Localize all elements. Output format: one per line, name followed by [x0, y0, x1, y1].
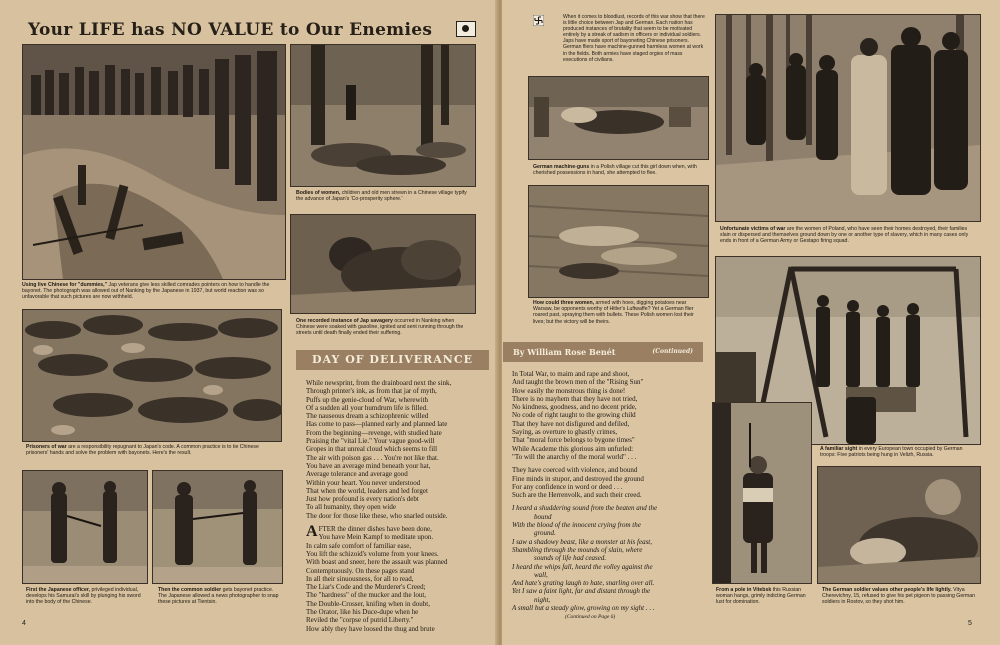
byline: By William Rose Benét — [513, 347, 616, 357]
poem-line: The air with poison gas . . . You're not like that. — [306, 453, 439, 462]
poem-line: Such are the Herrenvolk, and such their creed. — [512, 491, 642, 500]
byline-band — [503, 342, 703, 362]
poem-line: Within your heart. You never understood — [306, 478, 421, 487]
continued-note: (Continued on Page 6) — [565, 614, 616, 620]
poem-line: The Liar's Code and the Murderer's Creed; — [306, 583, 426, 592]
caption-bayonet-practice: Using live Chinese for "dummies," Jap veterans give less skilled comrades pointers on how to handle the bayonet. The photograph was allowed out of Nanking by the Japanese in 1937, but world reaction was so unfavorable that such pictures are now withheld. — [22, 282, 270, 301]
poem-line: The "hardness" of the mucker and the lout, — [306, 591, 427, 600]
photo-officer-sword — [22, 470, 148, 584]
poem-line: Puffs up the genie-cloud of War, wherewith — [306, 395, 428, 404]
photo-woman-vitebsk — [712, 402, 812, 584]
poem-heading: DAY OF DELIVERANCE — [296, 350, 489, 370]
poem-line: While Academe this glorious aim unfurled: — [512, 444, 634, 453]
caption-women-field: How could three women, armed with hoes, digging potatoes near Warsaw, be opponents worthy of Hitler's Luftwaffe? Yet a German flier roared past, spraying them with bullets. These Polish women lost their lives; but the victory will be theirs. — [533, 300, 694, 325]
poem-line: A small but a steady glow, growing on my sight . . . — [512, 604, 655, 613]
caption-prisoners-of-war: Prisoners of war are a responsibility repugnant to Japan's code. A common practice is to tie Chinese prisoners' hands and solve the problem with bayonets. Here's the result. — [26, 444, 259, 457]
caption-woman-vitebsk: From a pole in Vitebsk this Russian woman hangs, grimly indicting German lust for domination. — [716, 587, 806, 606]
poem-line: No kindness, goodness, and no decent pride, — [512, 403, 637, 412]
left-page — [0, 0, 497, 645]
caption-officer-sword: First the Japanese officer, privileged individual, develops his Samurai's skill by plunging his sword into the body of the Chinese. — [26, 587, 141, 606]
poem-line: I saw a shadowy beast, like a monster at his feast, — [512, 537, 652, 546]
poem-line: Shambling through the mounds of slain, where — [512, 545, 643, 554]
poem-stanza-4 — [512, 466, 708, 499]
photo-machinegun-victim — [528, 76, 709, 160]
poem-line: Reviled the "corpse of putrid Liberty." — [306, 616, 414, 625]
caption-bodies-village: Bodies of women, children and old men strewn in a Chinese village typify the advance of Japan's 'Co-prosperity sphere.' — [296, 190, 467, 203]
photo-soldier-bayonet — [152, 470, 283, 584]
poem-line: In all their sinuousness, for all to read, — [306, 574, 414, 583]
poem-line: You have Mein Kampf to meditate upon. — [318, 533, 434, 542]
poem-line: There is no mayhem that they have not tried, — [512, 394, 638, 403]
poem-line: Through printer's ink, as from that jar of myth, — [306, 387, 437, 396]
poem-line: And taught the brown men of the "Rising Sun" — [512, 378, 644, 387]
page-number-right: 5 — [968, 620, 972, 627]
poem-line: With the blood of the innocent crying from the — [512, 521, 641, 530]
poem-line: Average tolerance and average good — [306, 470, 408, 479]
poem-line: In calm safe comfort of familiar ease, — [306, 541, 412, 550]
poem-line: For any confidence in word or deed . . . — [512, 482, 623, 491]
byline-note: (Continued) — [652, 348, 693, 355]
poem-dropcap-line: AFTER the dinner dishes have been done, — [306, 523, 432, 541]
poem-line: That when the world, leaders and led forget — [306, 486, 428, 495]
poem-line: "To will the anarchy of the moral world" . . . — [512, 452, 637, 461]
poem-line: And hate's grating laugh to hate, snarling over all. — [512, 579, 655, 588]
poem-line: bound — [534, 512, 552, 521]
caption-burned-victim: One recorded instance of Jap savagery occurred in Nanking when Chinese were soaked with gasoline, ignited and sent running through the streets until death finally ended their suffering. — [296, 318, 464, 337]
poem-line: You have an average mind beneath your hat, — [306, 461, 431, 470]
poem-stanza-2 — [306, 533, 492, 633]
caption-machinegun-victim: German machine-guns in a Polish village cut this girl down when, with cherished possessions in hand, she attempted to flee. — [533, 164, 697, 177]
poem-line: In Total War, to maim and rape and shoot, — [512, 370, 630, 378]
photo-bayonet-practice — [22, 44, 286, 280]
poem-line: sounds of life had ceased. — [534, 554, 607, 563]
poem-line: While newsprint, from the drainboard next the sink, — [306, 379, 452, 387]
poem-line: Contemptuously. On these pages stand — [306, 566, 415, 575]
poem-line: night, — [534, 595, 551, 604]
photo-boy-pigeon — [817, 466, 981, 584]
poem-line: That "moral force belongs to bygone times" — [512, 436, 635, 445]
poem-line: Yet I saw a faint light, far and distant through the — [512, 587, 651, 596]
poem-line: You lift the schizoid's volume from your knees. — [306, 549, 439, 558]
poem-line: The nauseous dream a schizophrenic willed — [306, 412, 429, 421]
poem-line: The Orator, like his Duce-dupe when he — [306, 608, 419, 617]
photo-burned-victim — [290, 214, 476, 314]
poem-line: Has come to pass—planned early and planned late — [306, 420, 448, 429]
poem-line: The door for those like these, who snarled outside. — [306, 511, 448, 520]
poem-line: That they have not disfigured and defiled, — [512, 419, 630, 428]
caption-soldier-bayonet: Then the common soldier gets bayonet practice. The Japanese allowed a news photographer to snap these pictures at Tientsin. — [158, 587, 279, 606]
poem-line: With boast and sneer, here the assault was planned — [306, 558, 448, 567]
poem-column-right — [512, 370, 708, 612]
page-number-left: 4 — [22, 620, 26, 627]
page-title: Your LIFE has NO VALUE to Our Enemies — [28, 20, 433, 40]
poem-column-left — [306, 379, 492, 633]
poem-stanza-1 — [306, 379, 492, 520]
caption-polish-women: Unfortunate victims of war are the women of Poland, who have seen their homes destroyed, their families slain or dispersed and themselves ground down by one or another type of slavery, which in many cases only ends in front of a German Army or Gestapo firing squad. — [720, 226, 969, 245]
poem-stanza-5 — [512, 504, 708, 612]
poem-line: To all humanity, they open wide — [306, 503, 397, 512]
photo-prisoners-of-war — [22, 309, 282, 442]
photo-polish-women — [715, 14, 981, 222]
photo-bodies-village — [290, 44, 476, 187]
poem-line: Gropes in that unreal cloud which seems to fill — [306, 445, 438, 454]
caption-boy-pigeon: The German soldier values other people's life lightly. Vitya Cherevichny, 15, refused to give his pet pigeon to passing German soldiers in Rostov, so they shot him. — [822, 587, 976, 606]
poem-line: From the beginning—revenge, with studied hate — [306, 428, 442, 437]
japanese-flag-icon — [456, 21, 476, 37]
poem-line: I heard the whips fall, heard the volley against the — [512, 562, 653, 571]
poem-line: I heard a shuddering sound from the beaten and the — [512, 504, 658, 513]
poem-line: No code of right taught to the growing child — [512, 411, 636, 420]
poem-line: How ably they have loosed the thug and brute — [306, 624, 435, 633]
swastika-icon — [533, 15, 544, 26]
photo-women-field — [528, 185, 709, 298]
poem-line: Fine minds in stupor, and destroyed the ground — [512, 474, 644, 483]
poem-line: How easily the monstrous thing is done! — [512, 386, 626, 395]
poem-line: The Double-Crosser, knifing when in doubt, — [306, 599, 430, 608]
poem-line: wall, — [534, 570, 548, 579]
intro-text: When it comes to bloodlust, records of this war show that there is little choice between Jap and German. Each nation has produced instances of brutality that seem to be motivated entirely by a streak of sadism in officers or individual soldiers. Japs have made sport of bayoneting Chinese prisoners. German fliers have machine-gunned harmless women at work in the fields. Both armies have staged orgies of mass executions of civilians. — [563, 14, 705, 63]
poem-line: Of a sudden all your humdrum life is filled. — [306, 403, 428, 412]
poem-line: They have coerced with violence, and bound — [512, 466, 638, 475]
poem-line: Just how profound is every nation's debt — [306, 495, 419, 504]
poem-line: ground. — [534, 529, 556, 538]
poem-stanza-3 — [512, 370, 708, 461]
poem-line: Saying, as overture to ghastly crimes, — [512, 428, 618, 437]
poem-line: Praising the "vital Lie." Your vague good-will — [306, 437, 435, 446]
caption-hanging-velizh: A familiar sight in every European town occupied by German troops: Five patriots being hung in Velizh, Russia. — [820, 446, 963, 459]
